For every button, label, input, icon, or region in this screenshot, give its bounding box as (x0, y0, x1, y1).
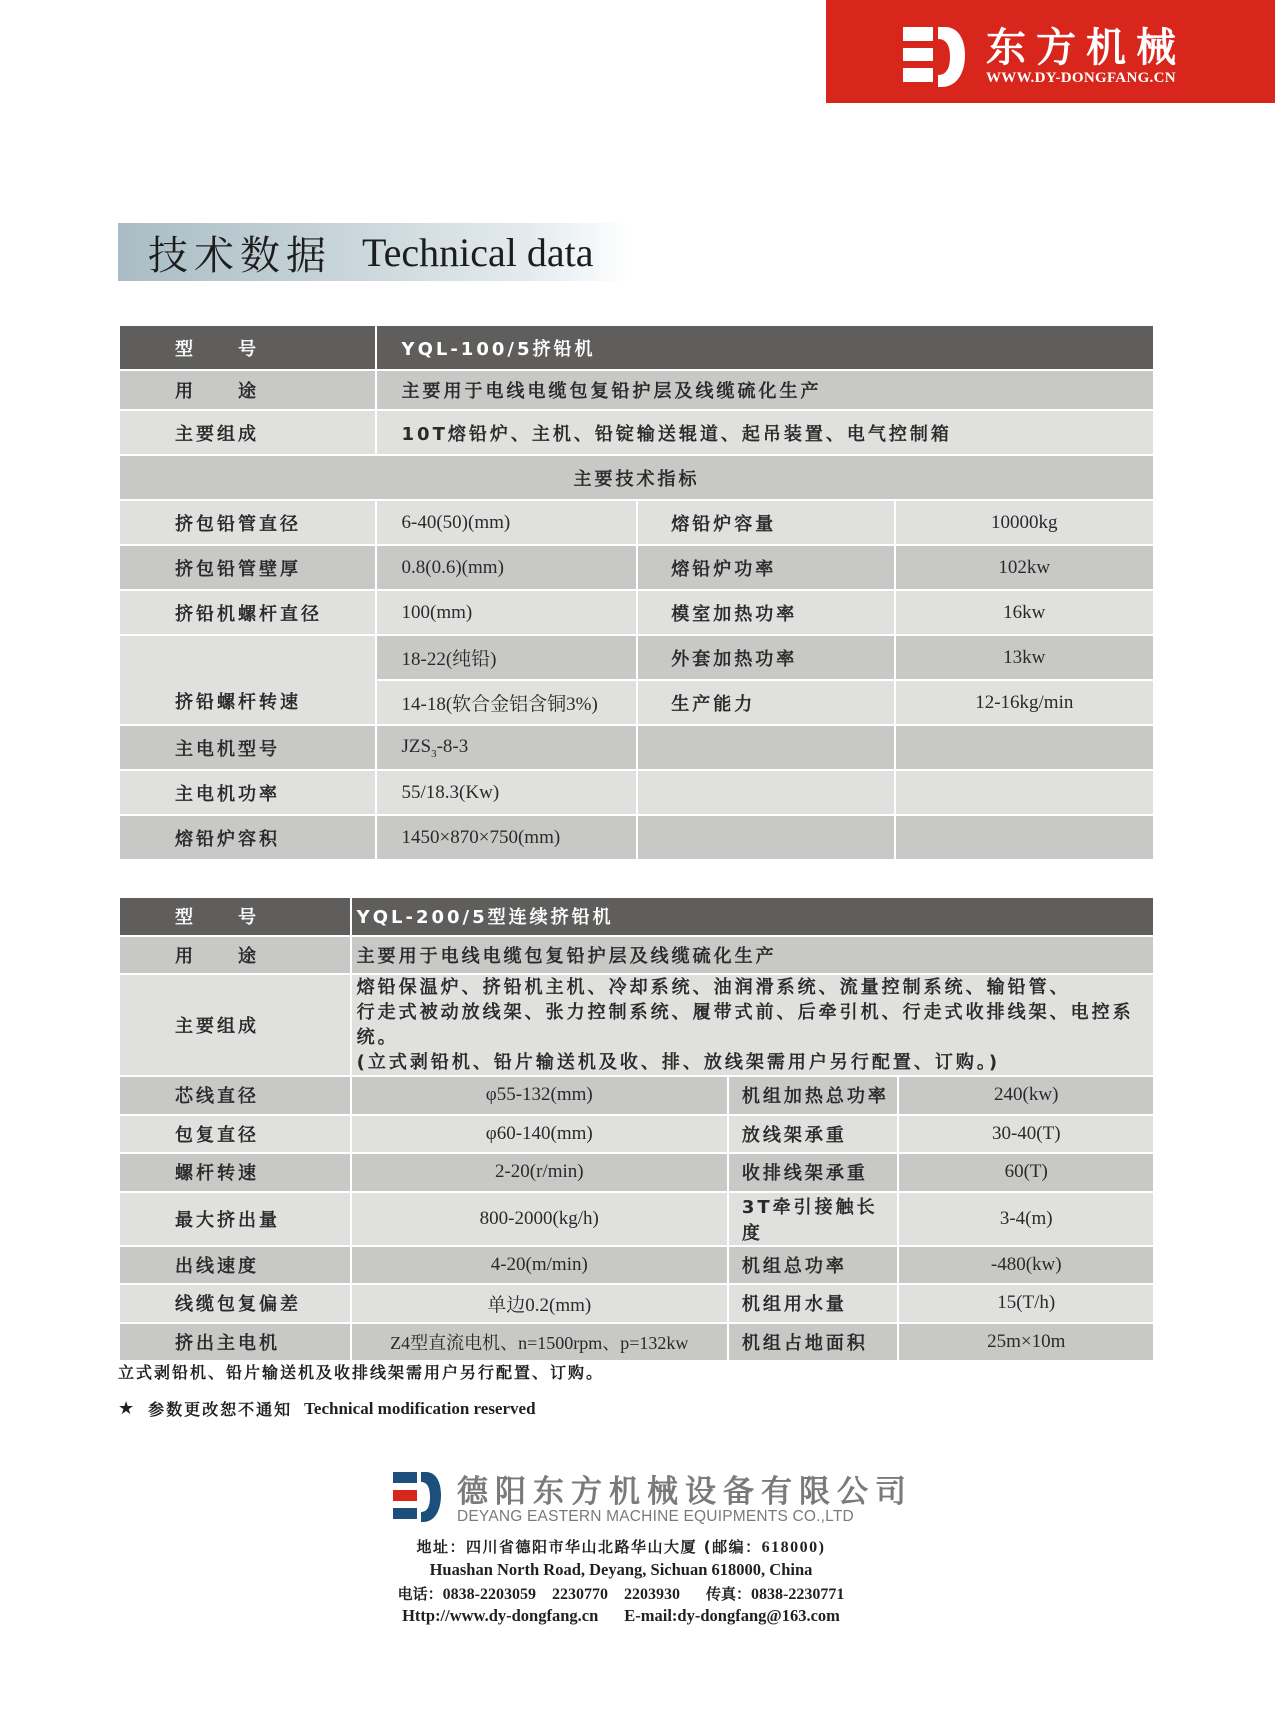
row-value: 100(mm) (401, 601, 473, 623)
note-modification-cn: 参数更改恕不通知 (148, 1400, 293, 1419)
row-label: 主电机型号 (175, 738, 280, 760)
table-row (119, 1284, 1154, 1323)
row-label-2: 3T牵引接触长度 (741, 1196, 878, 1244)
row-value: 6-40(50)(mm) (401, 511, 511, 533)
row-label: 挤包铅管直径 (175, 513, 301, 535)
table-row-use (119, 370, 1154, 410)
table-row (119, 1323, 1154, 1362)
row-value-2: 25m×10m (987, 1330, 1066, 1352)
address-en: Huashan North Road, Deyang, Sichuan 618000, China (429, 1560, 813, 1579)
phone-fax: 电话：0838-2203059 2230770 2203930 传真：0838-2230771 (397, 1585, 845, 1603)
row-label: 挤出主电机 (175, 1332, 280, 1354)
table-row (119, 545, 1154, 590)
table-row-composition (119, 974, 1154, 1076)
row-label-2: 机组总功率 (741, 1255, 847, 1277)
note-modification (118, 1397, 536, 1420)
row-value: 1450×870×750(mm) (401, 826, 561, 848)
subheader-label: 主要技术指标 (573, 468, 700, 490)
row-label: 最大挤出量 (175, 1209, 280, 1231)
row-label-2: 外套加热功率 (671, 648, 798, 670)
row-value: $JZS_3-8-3$ (401, 735, 469, 760)
row-label: 挤铅螺杆转速 (175, 692, 301, 713)
spec-table-yql-100 (118, 324, 1155, 861)
row-value-2: 12-16kg/min (975, 691, 1074, 713)
table-subheader (119, 455, 1154, 500)
row-label: 主电机功率 (175, 783, 280, 805)
row-label: 芯线直径 (175, 1086, 259, 1108)
row-value-2: 16kw (1003, 601, 1046, 623)
company-logo-icon (393, 1472, 441, 1524)
section-title (118, 223, 633, 281)
table-row-composition (119, 410, 1154, 455)
model-value: YQL-100/5挤铅机 (401, 338, 596, 360)
row-label: 挤铅机螺杆直径 (175, 603, 322, 625)
row-value-2: 15(T/h) (997, 1292, 1056, 1314)
table-row-model (119, 325, 1154, 370)
row-value-2: 102kw (998, 556, 1051, 578)
company-name-cn: 德阳东方机械设备有限公司 (457, 1474, 913, 1510)
row-value: 18-22(纯铅) (401, 649, 497, 670)
use-label: 用 途 (175, 945, 259, 967)
table-row-use (119, 936, 1154, 975)
row-label: 包复直径 (175, 1124, 259, 1146)
row-value: φ55-132(mm) (485, 1084, 593, 1106)
row-label-2: 放线架承重 (741, 1124, 847, 1146)
row-label: 螺杆转速 (175, 1163, 259, 1185)
brand-url[interactable]: WWW.DY-DONGFANG.CN (986, 70, 1176, 86)
row-value-2: 10000kg (991, 511, 1058, 533)
note-modification-en: Technical modification reserved (304, 1398, 536, 1418)
row-value-2: 30-40(T) (991, 1122, 1061, 1144)
row-label-2: 熔铅炉功率 (671, 558, 777, 580)
row-label-2: 熔铅炉容量 (671, 513, 777, 535)
star-icon: ★ (118, 1398, 135, 1419)
row-value: 800-2000(kg/h) (479, 1207, 599, 1229)
row-value: 2-20(r/min) (494, 1161, 584, 1183)
row-label-2: 收排线架承重 (741, 1163, 868, 1185)
row-value: 0.8(0.6)(mm) (401, 556, 504, 578)
table-row (119, 1115, 1154, 1154)
table-row (119, 815, 1154, 860)
web-email (371, 1606, 871, 1626)
table-row (119, 1076, 1154, 1115)
brand-banner (826, 0, 1275, 103)
website-link[interactable]: Http://www.dy-dongfang.cn (402, 1606, 599, 1625)
row-value-2: 60(T) (1004, 1161, 1048, 1183)
table-row (119, 1192, 1154, 1246)
company-name-en: DEYANG EASTERN MACHINE EQUIPMENTS CO.,LTD (457, 1508, 854, 1525)
row-value: 14-18(软合金铝含铜3%) (401, 694, 598, 715)
row-label-2: 机组用水量 (741, 1294, 847, 1316)
row-value-2: 240(kw) (994, 1084, 1059, 1106)
model-label: 型 号 (175, 907, 259, 929)
row-value: 4-20(m/min) (490, 1253, 588, 1275)
composition-value: 10T熔铅炉、主机、铅锭输送辊道、起吊装置、电气控制箱 (401, 423, 952, 445)
table-row (119, 1153, 1154, 1192)
row-label: 线缆包复偏差 (175, 1294, 301, 1316)
row-value-2: -480(kw) (990, 1253, 1062, 1275)
brand-text (986, 24, 1186, 87)
composition-label: 主要组成 (175, 1016, 259, 1037)
row-value: 55/18.3(Kw) (401, 781, 500, 803)
table-row (119, 770, 1154, 815)
row-label-2: 生产能力 (671, 693, 756, 715)
table-row (119, 500, 1154, 545)
row-label-2: 机组占地面积 (741, 1332, 868, 1354)
table-row (119, 590, 1154, 635)
note-optional-equipment: 立式剥铅机、铅片输送机及收排线架需用户另行配置、订购。 (118, 1363, 605, 1382)
row-value: Z4型直流电机、n=1500rpm、p=132kw (390, 1332, 689, 1353)
row-label: 熔铅炉容积 (175, 828, 280, 850)
spec-table-yql-200 (118, 896, 1155, 1362)
section-title-cn: 技术数据 (148, 232, 332, 279)
company-logo-icon (903, 27, 965, 89)
model-label: 型 号 (175, 338, 259, 360)
row-label: 挤包铅管壁厚 (175, 558, 301, 580)
use-value: 主要用于电线电缆包复铅护层及线缆硫化生产 (401, 381, 822, 402)
email-link[interactable]: E-mail:dy-dongfang@163.com (624, 1606, 840, 1625)
row-value: 单边0.2(mm) (487, 1294, 592, 1316)
composition-label: 主要组成 (175, 423, 259, 445)
model-value: YQL-200/5型连续挤铅机 (356, 907, 614, 929)
row-value-2: 13kw (1003, 646, 1046, 668)
composition-value: 熔铅保温炉、挤铅机主机、冷却系统、油润滑系统、流量控制系统、输铅管、 行走式被动放线架、张力控制系统、履带式前、后牵引机、行走式收排线架、电控系统。 (立式剥铅机、铅片输送机及收、排、放线架需用户另行配置、订购。) (356, 977, 1134, 1073)
use-label: 用 途 (175, 381, 259, 402)
table-row-model (119, 897, 1154, 936)
row-label-2: 机组加热总功率 (741, 1086, 889, 1108)
table-row (119, 725, 1154, 770)
row-value: φ60-140(mm) (485, 1122, 593, 1144)
row-label: 出线速度 (175, 1255, 259, 1277)
table-row (119, 1246, 1154, 1285)
use-value: 主要用于电线电缆包复铅护层及线缆硫化生产 (356, 945, 777, 967)
section-title-en: Technical data (362, 229, 594, 275)
address-cn: 地址：四川省德阳市华山北路华山大厦 (邮编：618000) (416, 1538, 826, 1556)
row-label-2: 模室加热功率 (671, 603, 798, 625)
brand-name: 东方机械 (986, 25, 1186, 71)
row-value-2: 3-4(m) (999, 1207, 1053, 1229)
table-row (119, 635, 1154, 680)
